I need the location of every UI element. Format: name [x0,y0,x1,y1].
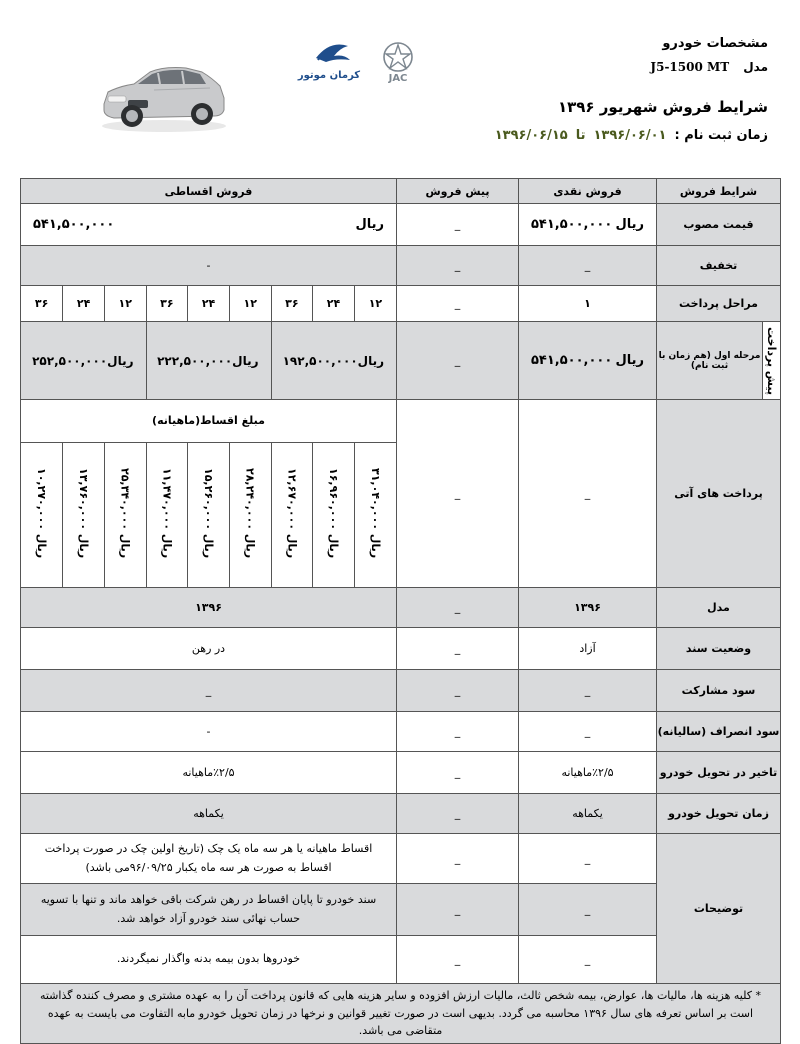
row-discount [21,246,781,286]
label-approved-price: قیمت مصوب [657,204,781,246]
note-text: اقساط ماهیانه یا هر سه ماه یک چک (تاریخ اولین چک در صورت پرداخت اقساط به صورت هر سه ماه یکبار ۹۶/۰۹/۲۵می باشد) [21,834,397,884]
plan-value: ۲۵۲,۵۰۰,۰۰۰ [32,353,108,368]
row-partnership [21,670,781,712]
inst-approved-price [21,204,397,246]
presale-partnership: _ [397,670,519,712]
label-discount: تخفیف [657,246,781,286]
plan-value: ۲۲۲,۵۰۰,۰۰۰ [157,353,233,368]
stage-count: ۱۲ [354,286,396,321]
inst-delay: ٪۲/۵ماهیانه [21,752,397,794]
spec-title: مشخصات خودرو [662,36,768,51]
plan-unit: ریال [107,353,134,368]
presale-delivery: _ [397,794,519,834]
col-header-installment: فروش اقساطی [21,179,397,204]
registration-dates [495,128,768,143]
monthly-amount: ریال ۱۲,۶۷۰,۰۰۰ [271,442,313,587]
jac-star-icon [368,40,428,84]
note-text: سند خودرو تا پایان اقساط در رهن شرکت باقی خواهد ماند و تنها با تسویه حساب نهائی سند خودرو آزاد خواهد شد. [21,884,397,936]
conditions-title: شرایط فروش شهریور ۱۳۹۶ [557,98,768,116]
row-footer [21,984,781,1044]
row-delivery [21,794,781,834]
presale-first-payment: _ [397,322,519,400]
reg-label: زمان ثبت نام : [674,128,768,143]
inst-first-payment [21,322,397,400]
kerman-swoosh-icon [297,38,361,84]
monthly-amount: ریال ۱۶,۹۶۰,۰۰۰ [313,442,355,587]
stage-count: ۲۴ [313,286,355,321]
cash-delivery: یکماهه [519,794,657,834]
cash-partnership: _ [519,670,657,712]
col-header-cash: فروش نقدی [519,179,657,204]
car-image [98,52,230,134]
stage-count: ۱۲ [104,286,146,321]
col-header-presale: پیش فروش [397,179,519,204]
prepayment-side-label: پیش پرداخت [765,326,778,395]
inst-price-value: ۵۴۱,۵۰۰,۰۰۰ [33,217,115,232]
presale-model: _ [397,588,519,628]
presale-note: _ [397,834,519,884]
inst-future [21,400,397,588]
col-header-conditions: شرایط فروش [657,179,781,204]
cash-cancel: _ [519,712,657,752]
cash-note: _ [519,936,657,984]
stage-count: ۳۶ [271,286,313,321]
presale-delay: _ [397,752,519,794]
model-line [650,60,768,74]
label-doc-status: وضعیت سند [657,628,781,670]
monthly-amount: ریال ۳۱,۰۴۰,۰۰۰ [354,442,396,587]
cash-future: _ [519,400,657,588]
label-notes: توضیحات [657,834,781,984]
first-payment-plan [146,322,271,399]
header-row [21,179,781,204]
monthly-amount: ریال ۱۵,۲۶۰,۰۰۰ [188,442,230,587]
jac-logo-text: JAC [388,73,408,84]
jac-logo [368,40,428,84]
cash-delay: ٪۲/۵ماهیانه [519,752,657,794]
row-delay [21,752,781,794]
first-payment-label: مرحله اول (هم زمان با ثبت نام) [658,350,761,371]
label-partnership: سود مشارکت [657,670,781,712]
label-model: مدل [657,588,781,628]
monthly-amount: ریال ۱۳,۷۶۰,۰۰۰ [63,442,105,587]
inst-model: ۱۳۹۶ [21,588,397,628]
row-payment-stages [21,286,781,322]
cash-first-unit: ریال [615,353,644,368]
row-doc-status [21,628,781,670]
cash-model: ۱۳۹۶ [519,588,657,628]
cash-price-value: ۵۴۱,۵۰۰,۰۰۰ [531,217,613,232]
first-payment-plan [21,322,146,399]
row-first-payment [21,322,781,400]
inst-stages [21,286,397,322]
cash-approved-price [519,204,657,246]
row-approved-price [21,204,781,246]
cash-note: _ [519,834,657,884]
presale-stages: _ [397,286,519,322]
cash-discount: _ [519,246,657,286]
reg-from: ۱۳۹۶/۰۶/۰۱ [593,128,667,143]
footer-note: * کلیه هزینه ها، مالیات ها، عوارض، بیمه شخص ثالث، مالیات ارزش افزوده و سایر هزینه هایی که قانون پرداخت آن را به عهده مشتری و مصرف کننده گذاشته است بر اساس تعرفه های سال ۱۳۹۶ محاسبه می گردد. بدیهی است در صورت تغییر قوانین و نرخها در زمان تحویل خودرو مابه التفاوت می بایست به عهده متقاضی می باشد. [21,984,781,1044]
reg-to-label: تا [575,128,586,143]
monthly-amount: ریال ۲۵,۳۴۰,۰۰۰ [104,442,146,587]
cash-stages: ۱ [519,286,657,322]
label-delay: تاخیر در تحویل خودرو [657,752,781,794]
label-future-payments: پرداخت های آتی [657,400,781,588]
presale-discount: _ [397,246,519,286]
label-cancel: سود انصراف (سالیانه) [657,712,781,752]
presale-note: _ [397,936,519,984]
presale-doc-status: _ [397,628,519,670]
cash-unit: ریال [615,217,644,232]
stage-count: ۳۶ [146,286,188,321]
monthly-amount: ریال ۱۱,۴۷۰,۰۰۰ [146,442,188,587]
model-value: J5-1500 MT [650,60,730,74]
cash-first-value: ۵۴۱,۵۰۰,۰۰۰ [531,353,613,368]
monthly-title: مبلغ اقساط(ماهیانه) [152,414,265,428]
cash-doc-status: آزاد [519,628,657,670]
inst-cancel: - [21,712,397,752]
inst-partnership: _ [21,670,397,712]
presale-approved-price: _ [397,204,519,246]
stage-count: ۳۶ [34,297,49,310]
plan-unit: ریال [357,353,384,368]
label-delivery: زمان تحویل خودرو [657,794,781,834]
cash-note: _ [519,884,657,936]
model-label: مدل [743,60,768,74]
row-note [21,834,781,884]
inst-unit: ریال [355,217,384,232]
stage-count: ۲۴ [188,286,230,321]
row-model [21,588,781,628]
presale-note: _ [397,884,519,936]
row-cancel [21,712,781,752]
note-text: خودروها بدون بیمه بدنه واگذار نمیگردند. [21,936,397,984]
cash-first-payment [519,322,657,400]
presale-cancel: _ [397,712,519,752]
presale-future: _ [397,400,519,588]
stage-count: ۲۴ [63,286,105,321]
kerman-motor-logo [297,38,361,84]
kerman-logo-text: کرمان موتور [297,70,361,81]
plan-value: ۱۹۲,۵۰۰,۰۰۰ [282,353,358,368]
monthly-amount: ریال ۲۸,۲۴۰,۰۰۰ [229,442,271,587]
label-payment-stages: مراحل پرداخت [657,286,781,322]
inst-doc-status: در رهن [21,628,397,670]
stage-count: ۱۲ [229,286,271,321]
row-future-payments [21,400,781,588]
inst-discount: - [21,246,397,286]
monthly-amount: ریال ۱۰,۲۷۰,۰۰۰ [21,442,63,587]
plan-unit: ریال [232,353,259,368]
label-first-payment [657,322,781,400]
inst-delivery: یکماهه [21,794,397,834]
sales-conditions-table [20,178,781,1044]
reg-to: ۱۳۹۶/۰۶/۱۵ [494,128,568,143]
first-payment-plan [271,322,396,399]
